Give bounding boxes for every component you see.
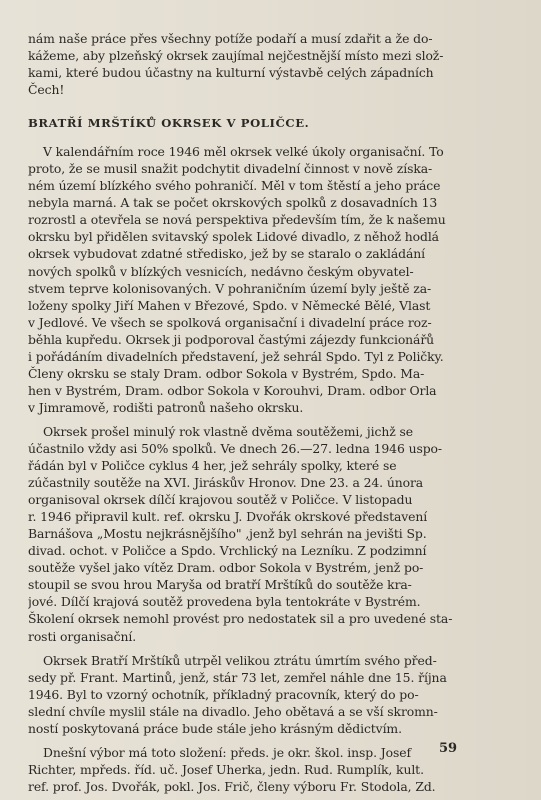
text-line: v Jimramově, rodišti patronů našeho okrsku.	[28, 399, 304, 415]
page-body	[28, 30, 490, 795]
text-line: divad. ochot. v Poličce a Spdo. Vrchlický na Lezníku. Z podzimní	[28, 543, 427, 559]
text-line: V kalendářním roce 1946 měl okrsek velké úkoly organisační. To	[43, 144, 444, 160]
paragraph-spacer	[28, 416, 490, 423]
text-line: Okrsek Bratří Mrštíků utrpěl velikou ztrátu úmrtím svého před-	[43, 652, 437, 668]
text-line: stoupil se svou hrou Maryša od bratří Mrštíků do soutěže kra-	[28, 577, 412, 593]
text-line: okrsku byl přidělen svitavský spolek Lidové divadlo, z něhož hodlá	[28, 229, 439, 245]
text-line: v Jedlové. Ve všech se spolková organisační i divadelní práce roz-	[28, 314, 432, 330]
paragraph-2	[28, 423, 490, 645]
text-line: r. 1946 připravil kult. ref. okrsku J. Dvořák okrskové představení	[28, 509, 428, 525]
section-heading: BRATŘÍ MRŠTÍKŮ OKRSEK V POLIČCE.	[28, 116, 310, 131]
paragraph-3	[28, 652, 490, 737]
text-line: i pořádáním divadelních představení, jež sehrál Spdo. Tyl z Poličky.	[28, 348, 444, 364]
text-line: nových spolků v blízkých vesnicích, nedávno českým obyvatel-	[28, 263, 414, 279]
text-line: Školení okrsek nemohl provést pro nedostatek sil a pro uvedené sta-	[28, 611, 453, 627]
text-line: ném území blízkého svého pohraničí. Měl v tom štěstí a jeho práce	[28, 178, 441, 194]
text-line: rosti organisační.	[28, 628, 137, 644]
text-line: proto, že se musil snažit podchytit divadelní činnost v nově získa-	[28, 161, 433, 177]
page-number: 59	[439, 741, 458, 756]
text-line: 1946. Byl to vzorný ochotník, příkladný pracovník, který do po-	[28, 686, 419, 702]
text-line: slední chvíle myslil stále na divadlo. Jeho obětavá a se vší skromn-	[28, 703, 438, 719]
text-line: Richter, mpředs. říd. uč. Josef Uherka, jedn. Rud. Rumplík, kult.	[28, 761, 424, 777]
text-line: ref. prof. Jos. Dvořák, pokl. Jos. Frič, členy výboru Fr. Stodola, Zd.	[28, 778, 436, 794]
text-line: Barnášova „Mostu nejkrásnějšího" ,jenž byl sehrán na jevišti Sp.	[28, 526, 427, 542]
text-line: běhla kupředu. Okrsek ji podporoval častými zájezdy funkcionářů	[28, 331, 435, 347]
text-line: okrsek vybudovat zdatné středisko, jež by se staralo o zakládání	[28, 246, 425, 262]
paragraph-spacer	[28, 737, 490, 744]
intro-paragraph	[28, 30, 490, 98]
text-line: Členy okrsku se staly Dram. odbor Sokola v Bystrém, Spdo. Ma-	[28, 365, 425, 381]
text-line: zúčastnily soutěže na XVI. Jiráskův Hronov. Dne 23. a 24. února	[28, 475, 424, 491]
text-line: účastnilo vždy asi 50% spolků. Ve dnech 26.—27. ledna 1946 uspo-	[28, 440, 442, 456]
text-line: Okrsek prošel minulý rok vlastně dvěma soutěžemi, jichž se	[43, 423, 413, 439]
text-line: loženy spolky Jiří Mahen v Březové, Spdo. v Německé Bělé, Vlast	[28, 297, 431, 313]
text-line: nám naše práce přes všechny potíže podaří a musí zdařit a že do-	[28, 31, 433, 46]
text-line: Čech!	[28, 82, 65, 98]
text-line: ností poskytovaná práce bude stále jeho krásným dědictvím.	[28, 720, 402, 736]
text-line: řádán byl v Poličce cyklus 4 her, jež sehrály spolky, které se	[28, 458, 397, 474]
text-line: hen v Bystrém, Dram. odbor Sokola v Korouhvi, Dram. odbor Orla	[28, 382, 437, 398]
text-line: Dnešní výbor má toto složení: předs. je okr. škol. insp. Josef	[43, 744, 411, 760]
text-line: nebyla marná. A tak se počet okrskových spolků z dosavadních 13	[28, 195, 438, 211]
text-line: organisoval okrsek dílčí krajovou soutěž v Poličce. V listopadu	[28, 492, 413, 508]
paragraph-spacer	[28, 645, 490, 652]
paragraph-1	[28, 143, 490, 416]
text-line: jové. Dílčí krajová soutěž provedena byla tentokráte v Bystrém.	[28, 594, 421, 610]
text-line: sedy př. Frant. Martinů, jenž, stár 73 let, zemřel náhle dne 15. října	[28, 669, 447, 685]
text-line: kážeme, aby plzeňský okrsek zaujímal nejčestnější místo mezi slož-	[28, 48, 444, 64]
text-line: kami, které budou účastny na kulturní výstavbě celých západních	[28, 65, 434, 81]
text-line: stvem teprve kolonisovaných. V pohraničním území byly ještě za-	[28, 280, 432, 296]
text-line: rozrostl a otevřela se nová perspektiva především tím, že k našemu	[28, 212, 446, 228]
paragraph-4	[28, 744, 490, 795]
text-line: soutěže vyšel jako vítěz Dram. odbor Sokola v Bystrém, jenž po-	[28, 560, 424, 576]
